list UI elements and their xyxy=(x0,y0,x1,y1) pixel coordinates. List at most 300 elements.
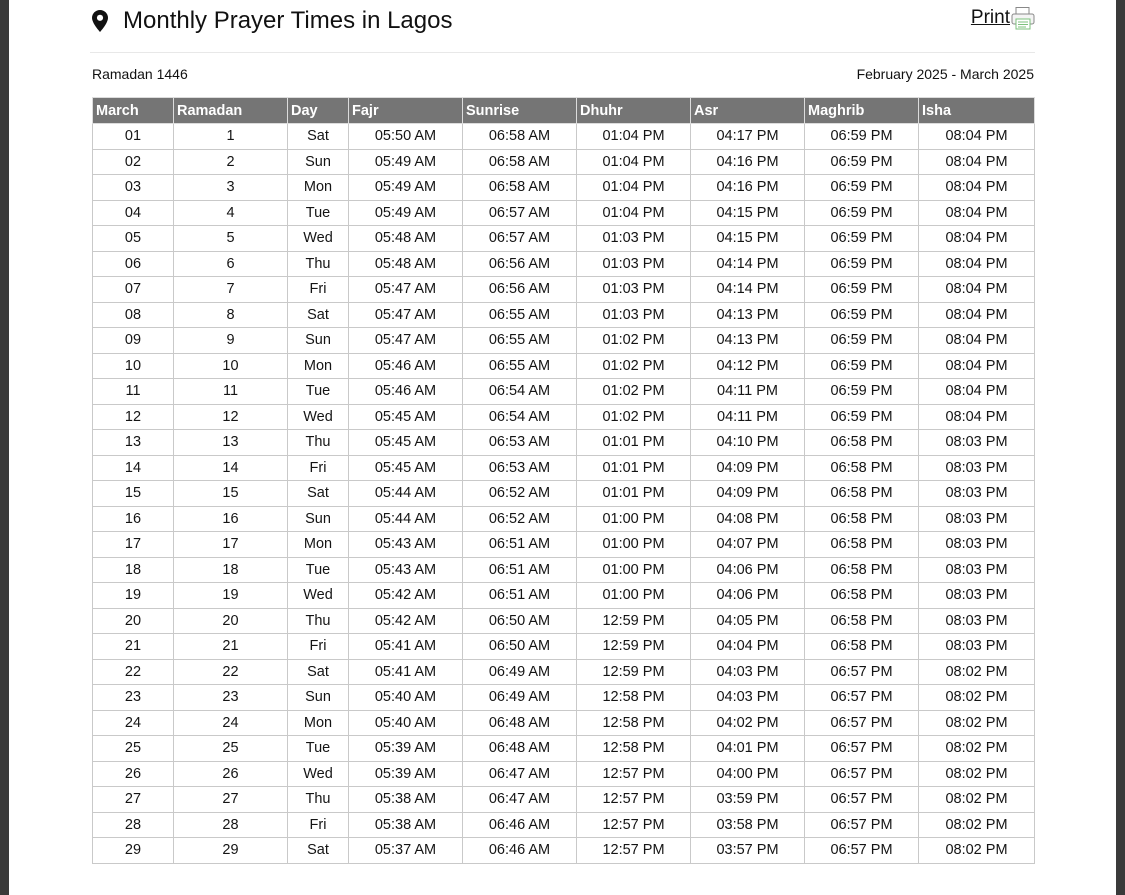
print-button[interactable] xyxy=(971,6,1035,30)
table-cell-asr: 04:03 PM xyxy=(691,659,805,685)
table-cell-maghrib: 06:59 PM xyxy=(805,328,919,354)
table-cell-march: 01 xyxy=(93,124,174,150)
table-cell-asr: 04:16 PM xyxy=(691,175,805,201)
table-cell-dhuhr: 01:04 PM xyxy=(577,175,691,201)
table-cell-maghrib: 06:59 PM xyxy=(805,251,919,277)
table-cell-march: 20 xyxy=(93,608,174,634)
right-window-edge xyxy=(1116,0,1125,895)
gregorian-range-label: February 2025 - March 2025 xyxy=(856,66,1034,82)
table-cell-isha: 08:03 PM xyxy=(919,557,1035,583)
table-cell-fajr: 05:41 AM xyxy=(349,634,463,660)
table-row xyxy=(93,761,1035,787)
table-cell-day: Thu xyxy=(288,787,349,813)
table-cell-ramadan: 3 xyxy=(174,175,288,201)
table-cell-dhuhr: 12:57 PM xyxy=(577,838,691,864)
table-cell-day: Mon xyxy=(288,532,349,558)
print-label[interactable]: Print xyxy=(970,7,1010,28)
table-cell-sunrise: 06:55 AM xyxy=(463,328,577,354)
table-cell-march: 11 xyxy=(93,379,174,405)
table-row xyxy=(93,277,1035,303)
table-row xyxy=(93,251,1035,277)
table-cell-ramadan: 20 xyxy=(174,608,288,634)
table-cell-day: Mon xyxy=(288,175,349,201)
page-header xyxy=(90,0,1035,53)
table-cell-dhuhr: 01:01 PM xyxy=(577,430,691,456)
table-cell-march: 15 xyxy=(93,481,174,507)
table-cell-day: Sun xyxy=(288,506,349,532)
table-cell-fajr: 05:39 AM xyxy=(349,736,463,762)
table-cell-maghrib: 06:59 PM xyxy=(805,149,919,175)
table-cell-march: 25 xyxy=(93,736,174,762)
table-cell-day: Sat xyxy=(288,838,349,864)
table-cell-fajr: 05:43 AM xyxy=(349,557,463,583)
table-cell-day: Thu xyxy=(288,251,349,277)
column-header-maghrib: Maghrib xyxy=(805,98,919,124)
table-cell-sunrise: 06:55 AM xyxy=(463,302,577,328)
table-cell-fajr: 05:48 AM xyxy=(349,251,463,277)
table-cell-isha: 08:02 PM xyxy=(919,710,1035,736)
table-cell-fajr: 05:44 AM xyxy=(349,506,463,532)
table-cell-isha: 08:04 PM xyxy=(919,226,1035,252)
column-header-isha: Isha xyxy=(919,98,1035,124)
table-row xyxy=(93,532,1035,558)
table-header-row xyxy=(93,98,1035,124)
table-cell-maghrib: 06:58 PM xyxy=(805,634,919,660)
table-cell-maghrib: 06:59 PM xyxy=(805,226,919,252)
table-cell-dhuhr: 12:58 PM xyxy=(577,685,691,711)
table-cell-fajr: 05:47 AM xyxy=(349,277,463,303)
table-cell-sunrise: 06:53 AM xyxy=(463,455,577,481)
table-cell-maghrib: 06:57 PM xyxy=(805,787,919,813)
table-cell-day: Sat xyxy=(288,659,349,685)
table-row xyxy=(93,149,1035,175)
table-cell-ramadan: 10 xyxy=(174,353,288,379)
table-cell-fajr: 05:43 AM xyxy=(349,532,463,558)
table-cell-march: 29 xyxy=(93,838,174,864)
table-cell-sunrise: 06:50 AM xyxy=(463,608,577,634)
table-row xyxy=(93,838,1035,864)
table-cell-dhuhr: 12:57 PM xyxy=(577,812,691,838)
table-row xyxy=(93,328,1035,354)
page-title: Monthly Prayer Times in Lagos xyxy=(123,7,453,34)
table-cell-dhuhr: 01:03 PM xyxy=(577,302,691,328)
table-cell-sunrise: 06:56 AM xyxy=(463,251,577,277)
table-cell-ramadan: 13 xyxy=(174,430,288,456)
table-cell-asr: 04:03 PM xyxy=(691,685,805,711)
table-cell-asr: 04:10 PM xyxy=(691,430,805,456)
table-row xyxy=(93,506,1035,532)
table-cell-asr: 04:12 PM xyxy=(691,353,805,379)
table-cell-day: Mon xyxy=(288,353,349,379)
table-cell-maghrib: 06:57 PM xyxy=(805,659,919,685)
table-cell-asr: 04:00 PM xyxy=(691,761,805,787)
table-cell-fajr: 05:49 AM xyxy=(349,200,463,226)
table-cell-asr: 03:57 PM xyxy=(691,838,805,864)
table-cell-sunrise: 06:46 AM xyxy=(463,812,577,838)
table-cell-isha: 08:03 PM xyxy=(919,583,1035,609)
table-cell-asr: 04:13 PM xyxy=(691,302,805,328)
table-cell-day: Tue xyxy=(288,557,349,583)
table-cell-dhuhr: 12:57 PM xyxy=(577,761,691,787)
table-cell-isha: 08:03 PM xyxy=(919,430,1035,456)
table-cell-maghrib: 06:58 PM xyxy=(805,557,919,583)
table-cell-sunrise: 06:47 AM xyxy=(463,787,577,813)
table-cell-dhuhr: 12:59 PM xyxy=(577,608,691,634)
table-cell-march: 23 xyxy=(93,685,174,711)
table-cell-ramadan: 17 xyxy=(174,532,288,558)
table-cell-ramadan: 5 xyxy=(174,226,288,252)
table-cell-day: Fri xyxy=(288,634,349,660)
printer-icon[interactable] xyxy=(1011,6,1035,30)
table-cell-maghrib: 06:57 PM xyxy=(805,685,919,711)
table-cell-march: 14 xyxy=(93,455,174,481)
table-cell-fajr: 05:47 AM xyxy=(349,302,463,328)
table-row xyxy=(93,787,1035,813)
table-cell-isha: 08:02 PM xyxy=(919,659,1035,685)
table-cell-isha: 08:04 PM xyxy=(919,379,1035,405)
hijri-month-label: Ramadan 1446 xyxy=(92,66,188,82)
table-cell-march: 03 xyxy=(93,175,174,201)
table-cell-dhuhr: 01:02 PM xyxy=(577,404,691,430)
table-cell-fajr: 05:47 AM xyxy=(349,328,463,354)
table-cell-sunrise: 06:50 AM xyxy=(463,634,577,660)
table-cell-maghrib: 06:59 PM xyxy=(805,124,919,150)
table-cell-isha: 08:04 PM xyxy=(919,175,1035,201)
table-cell-isha: 08:04 PM xyxy=(919,251,1035,277)
table-cell-march: 19 xyxy=(93,583,174,609)
table-row xyxy=(93,685,1035,711)
table-body xyxy=(93,124,1035,864)
table-cell-day: Sun xyxy=(288,328,349,354)
table-row xyxy=(93,124,1035,150)
table-cell-dhuhr: 01:01 PM xyxy=(577,455,691,481)
table-cell-march: 17 xyxy=(93,532,174,558)
table-cell-dhuhr: 01:00 PM xyxy=(577,532,691,558)
table-cell-ramadan: 7 xyxy=(174,277,288,303)
table-cell-asr: 04:07 PM xyxy=(691,532,805,558)
table-cell-march: 09 xyxy=(93,328,174,354)
table-cell-fajr: 05:50 AM xyxy=(349,124,463,150)
table-cell-sunrise: 06:49 AM xyxy=(463,659,577,685)
table-cell-ramadan: 19 xyxy=(174,583,288,609)
table-cell-maghrib: 06:59 PM xyxy=(805,200,919,226)
table-cell-asr: 04:13 PM xyxy=(691,328,805,354)
table-cell-dhuhr: 01:04 PM xyxy=(577,149,691,175)
table-cell-dhuhr: 12:59 PM xyxy=(577,634,691,660)
table-cell-ramadan: 26 xyxy=(174,761,288,787)
table-cell-asr: 04:02 PM xyxy=(691,710,805,736)
table-cell-maghrib: 06:58 PM xyxy=(805,506,919,532)
table-cell-sunrise: 06:56 AM xyxy=(463,277,577,303)
column-header-dhuhr: Dhuhr xyxy=(577,98,691,124)
table-cell-sunrise: 06:49 AM xyxy=(463,685,577,711)
table-cell-isha: 08:04 PM xyxy=(919,404,1035,430)
table-cell-isha: 08:04 PM xyxy=(919,353,1035,379)
table-cell-day: Wed xyxy=(288,761,349,787)
table-cell-sunrise: 06:53 AM xyxy=(463,430,577,456)
table-row xyxy=(93,302,1035,328)
table-cell-dhuhr: 12:57 PM xyxy=(577,787,691,813)
table-cell-sunrise: 06:52 AM xyxy=(463,506,577,532)
column-header-day: Day xyxy=(288,98,349,124)
table-cell-march: 16 xyxy=(93,506,174,532)
table-row xyxy=(93,557,1035,583)
table-cell-isha: 08:02 PM xyxy=(919,685,1035,711)
table-cell-day: Wed xyxy=(288,226,349,252)
table-cell-march: 10 xyxy=(93,353,174,379)
column-header-ramadan: Ramadan xyxy=(174,98,288,124)
map-pin-icon xyxy=(92,10,108,32)
table-cell-sunrise: 06:58 AM xyxy=(463,149,577,175)
table-row xyxy=(93,608,1035,634)
table-cell-isha: 08:03 PM xyxy=(919,455,1035,481)
table-row xyxy=(93,736,1035,762)
table-cell-dhuhr: 01:03 PM xyxy=(577,277,691,303)
table-cell-dhuhr: 12:58 PM xyxy=(577,736,691,762)
table-row xyxy=(93,404,1035,430)
table-cell-dhuhr: 01:02 PM xyxy=(577,353,691,379)
table-cell-day: Tue xyxy=(288,379,349,405)
table-cell-ramadan: 11 xyxy=(174,379,288,405)
table-cell-day: Fri xyxy=(288,812,349,838)
table-cell-ramadan: 4 xyxy=(174,200,288,226)
table-cell-fajr: 05:38 AM xyxy=(349,787,463,813)
table-cell-isha: 08:02 PM xyxy=(919,736,1035,762)
table-cell-asr: 04:14 PM xyxy=(691,251,805,277)
table-cell-dhuhr: 01:03 PM xyxy=(577,226,691,252)
table-cell-ramadan: 8 xyxy=(174,302,288,328)
table-cell-march: 08 xyxy=(93,302,174,328)
table-cell-ramadan: 12 xyxy=(174,404,288,430)
table-cell-march: 12 xyxy=(93,404,174,430)
table-cell-ramadan: 28 xyxy=(174,812,288,838)
table-cell-ramadan: 27 xyxy=(174,787,288,813)
table-cell-day: Mon xyxy=(288,710,349,736)
table-cell-dhuhr: 01:00 PM xyxy=(577,557,691,583)
table-cell-asr: 04:11 PM xyxy=(691,404,805,430)
table-cell-march: 27 xyxy=(93,787,174,813)
table-cell-march: 04 xyxy=(93,200,174,226)
table-cell-ramadan: 22 xyxy=(174,659,288,685)
table-row xyxy=(93,634,1035,660)
table-cell-fajr: 05:42 AM xyxy=(349,608,463,634)
table-cell-fajr: 05:46 AM xyxy=(349,379,463,405)
table-row xyxy=(93,481,1035,507)
table-cell-maghrib: 06:59 PM xyxy=(805,175,919,201)
table-cell-sunrise: 06:57 AM xyxy=(463,200,577,226)
table-cell-dhuhr: 12:58 PM xyxy=(577,710,691,736)
table-cell-isha: 08:02 PM xyxy=(919,787,1035,813)
table-cell-sunrise: 06:58 AM xyxy=(463,124,577,150)
table-cell-fajr: 05:41 AM xyxy=(349,659,463,685)
table-cell-maghrib: 06:58 PM xyxy=(805,608,919,634)
table-cell-maghrib: 06:59 PM xyxy=(805,277,919,303)
table-cell-march: 05 xyxy=(93,226,174,252)
table-cell-maghrib: 06:57 PM xyxy=(805,710,919,736)
table-cell-isha: 08:03 PM xyxy=(919,532,1035,558)
table-cell-ramadan: 23 xyxy=(174,685,288,711)
table-cell-day: Wed xyxy=(288,404,349,430)
table-cell-march: 06 xyxy=(93,251,174,277)
table-cell-asr: 04:09 PM xyxy=(691,481,805,507)
table-cell-dhuhr: 01:02 PM xyxy=(577,328,691,354)
table-cell-ramadan: 21 xyxy=(174,634,288,660)
table-cell-asr: 03:58 PM xyxy=(691,812,805,838)
table-row xyxy=(93,812,1035,838)
table-cell-asr: 04:06 PM xyxy=(691,557,805,583)
table-cell-isha: 08:02 PM xyxy=(919,812,1035,838)
table-cell-day: Wed xyxy=(288,583,349,609)
table-cell-asr: 04:15 PM xyxy=(691,226,805,252)
table-cell-ramadan: 25 xyxy=(174,736,288,762)
table-cell-sunrise: 06:48 AM xyxy=(463,736,577,762)
table-cell-day: Thu xyxy=(288,430,349,456)
table-cell-maghrib: 06:57 PM xyxy=(805,761,919,787)
table-cell-maghrib: 06:58 PM xyxy=(805,481,919,507)
table-cell-ramadan: 29 xyxy=(174,838,288,864)
table-cell-asr: 04:08 PM xyxy=(691,506,805,532)
table-cell-fajr: 05:49 AM xyxy=(349,175,463,201)
table-cell-march: 28 xyxy=(93,812,174,838)
table-row xyxy=(93,200,1035,226)
table-row xyxy=(93,175,1035,201)
table-cell-maghrib: 06:58 PM xyxy=(805,455,919,481)
table-row xyxy=(93,226,1035,252)
table-cell-maghrib: 06:57 PM xyxy=(805,736,919,762)
table-cell-dhuhr: 01:00 PM xyxy=(577,506,691,532)
table-cell-sunrise: 06:51 AM xyxy=(463,557,577,583)
table-cell-isha: 08:03 PM xyxy=(919,634,1035,660)
table-cell-day: Sun xyxy=(288,149,349,175)
table-cell-day: Tue xyxy=(288,736,349,762)
table-cell-fajr: 05:42 AM xyxy=(349,583,463,609)
left-window-edge xyxy=(0,0,9,895)
table-cell-sunrise: 06:48 AM xyxy=(463,710,577,736)
table-cell-ramadan: 24 xyxy=(174,710,288,736)
table-cell-fajr: 05:46 AM xyxy=(349,353,463,379)
table-cell-sunrise: 06:47 AM xyxy=(463,761,577,787)
table-cell-ramadan: 2 xyxy=(174,149,288,175)
table-cell-isha: 08:02 PM xyxy=(919,761,1035,787)
table-cell-dhuhr: 01:04 PM xyxy=(577,124,691,150)
table-cell-dhuhr: 01:04 PM xyxy=(577,200,691,226)
table-cell-ramadan: 9 xyxy=(174,328,288,354)
table-cell-day: Sat xyxy=(288,124,349,150)
table-cell-ramadan: 14 xyxy=(174,455,288,481)
table-cell-asr: 04:14 PM xyxy=(691,277,805,303)
table-cell-day: Sat xyxy=(288,481,349,507)
table-cell-dhuhr: 01:03 PM xyxy=(577,251,691,277)
table-cell-day: Thu xyxy=(288,608,349,634)
table-cell-ramadan: 18 xyxy=(174,557,288,583)
table-row xyxy=(93,353,1035,379)
table-cell-day: Tue xyxy=(288,200,349,226)
table-cell-dhuhr: 01:02 PM xyxy=(577,379,691,405)
table-cell-march: 13 xyxy=(93,430,174,456)
table-cell-isha: 08:02 PM xyxy=(919,838,1035,864)
table-cell-isha: 08:03 PM xyxy=(919,506,1035,532)
table-cell-asr: 04:05 PM xyxy=(691,608,805,634)
table-cell-march: 24 xyxy=(93,710,174,736)
table-row xyxy=(93,430,1035,456)
table-cell-sunrise: 06:54 AM xyxy=(463,379,577,405)
table-cell-asr: 03:59 PM xyxy=(691,787,805,813)
table-cell-sunrise: 06:46 AM xyxy=(463,838,577,864)
column-header-fajr: Fajr xyxy=(349,98,463,124)
table-cell-asr: 04:06 PM xyxy=(691,583,805,609)
table-cell-march: 22 xyxy=(93,659,174,685)
table-row xyxy=(93,583,1035,609)
table-cell-sunrise: 06:57 AM xyxy=(463,226,577,252)
table-cell-isha: 08:04 PM xyxy=(919,277,1035,303)
table-row xyxy=(93,379,1035,405)
table-cell-dhuhr: 01:01 PM xyxy=(577,481,691,507)
column-header-march: March xyxy=(93,98,174,124)
column-header-sunrise: Sunrise xyxy=(463,98,577,124)
table-cell-sunrise: 06:58 AM xyxy=(463,175,577,201)
table-cell-day: Sun xyxy=(288,685,349,711)
table-cell-maghrib: 06:58 PM xyxy=(805,583,919,609)
table-cell-march: 18 xyxy=(93,557,174,583)
table-cell-asr: 04:16 PM xyxy=(691,149,805,175)
table-row xyxy=(93,710,1035,736)
table-cell-sunrise: 06:51 AM xyxy=(463,583,577,609)
table-cell-isha: 08:04 PM xyxy=(919,302,1035,328)
table-cell-fajr: 05:37 AM xyxy=(349,838,463,864)
table-cell-day: Sat xyxy=(288,302,349,328)
table-cell-march: 26 xyxy=(93,761,174,787)
table-cell-sunrise: 06:52 AM xyxy=(463,481,577,507)
table-cell-maghrib: 06:59 PM xyxy=(805,404,919,430)
table-cell-dhuhr: 12:59 PM xyxy=(577,659,691,685)
table-cell-fajr: 05:40 AM xyxy=(349,685,463,711)
table-cell-ramadan: 1 xyxy=(174,124,288,150)
table-cell-isha: 08:04 PM xyxy=(919,149,1035,175)
table-cell-sunrise: 06:51 AM xyxy=(463,532,577,558)
table-cell-isha: 08:04 PM xyxy=(919,200,1035,226)
table-row xyxy=(93,455,1035,481)
table-cell-fajr: 05:39 AM xyxy=(349,761,463,787)
table-cell-isha: 08:04 PM xyxy=(919,124,1035,150)
table-cell-maghrib: 06:57 PM xyxy=(805,838,919,864)
column-header-asr: Asr xyxy=(691,98,805,124)
table-cell-fajr: 05:38 AM xyxy=(349,812,463,838)
table-cell-asr: 04:04 PM xyxy=(691,634,805,660)
table-cell-sunrise: 06:54 AM xyxy=(463,404,577,430)
table-cell-asr: 04:09 PM xyxy=(691,455,805,481)
table-cell-maghrib: 06:58 PM xyxy=(805,430,919,456)
table-cell-maghrib: 06:58 PM xyxy=(805,532,919,558)
table-cell-fajr: 05:49 AM xyxy=(349,149,463,175)
table-cell-maghrib: 06:59 PM xyxy=(805,353,919,379)
table-cell-ramadan: 6 xyxy=(174,251,288,277)
table-cell-ramadan: 15 xyxy=(174,481,288,507)
table-cell-maghrib: 06:59 PM xyxy=(805,379,919,405)
table-row xyxy=(93,659,1035,685)
table-cell-sunrise: 06:55 AM xyxy=(463,353,577,379)
table-cell-isha: 08:03 PM xyxy=(919,481,1035,507)
table-cell-maghrib: 06:59 PM xyxy=(805,302,919,328)
table-cell-asr: 04:15 PM xyxy=(691,200,805,226)
table-cell-day: Fri xyxy=(288,277,349,303)
table-cell-march: 02 xyxy=(93,149,174,175)
table-cell-asr: 04:01 PM xyxy=(691,736,805,762)
table-cell-fajr: 05:45 AM xyxy=(349,404,463,430)
table-cell-asr: 04:17 PM xyxy=(691,124,805,150)
prayer-times-table xyxy=(92,97,1035,864)
table-cell-fajr: 05:45 AM xyxy=(349,455,463,481)
table-cell-maghrib: 06:57 PM xyxy=(805,812,919,838)
